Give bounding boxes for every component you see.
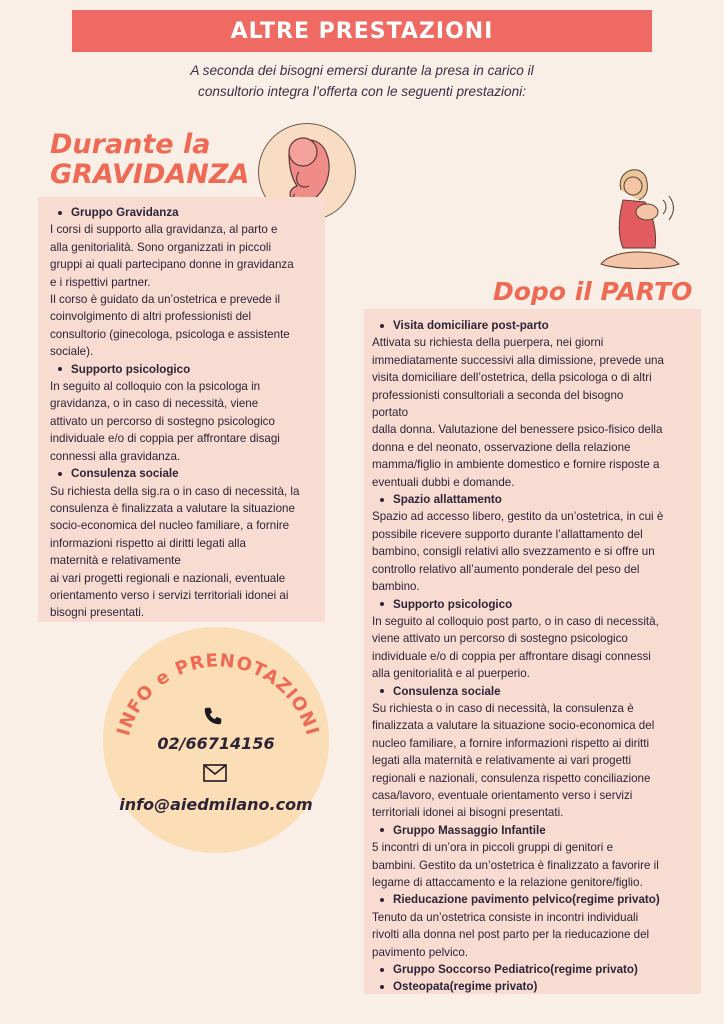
item-heading-text: Gruppo Soccorso Pediatrico (393, 963, 551, 977)
bullet-icon (380, 985, 384, 989)
item-text-line: Su richiesta o in caso di necessità, la consulenza è (372, 701, 634, 715)
bullet-icon (380, 968, 384, 972)
item-text-line: gruppi ai quali partecipano donne in gravidanza (50, 258, 294, 272)
item-heading-text: Rieducazione pavimento pelvico (393, 893, 573, 907)
item-heading-text: Supporto psicologico (71, 362, 191, 376)
item-text-line: Tenuto da un’ostetrica consiste in incontri individuali (372, 910, 639, 924)
item-text-line: attivato un percorso di sostegno psicologico (50, 414, 275, 428)
item-heading (372, 683, 689, 700)
parto-title: Dopo il PARTO (493, 277, 693, 306)
item-text-line: individuale e/o di coppia per affrontare disagi connessi (372, 649, 651, 663)
mail-icon (203, 764, 227, 782)
item-text-line: connessi alla gravidanza. (50, 449, 181, 463)
item-heading (372, 891, 689, 908)
item-text-line: In seguito al colloquio con la psicologa in (50, 380, 261, 394)
item-text-line: donna e del neonato, osservazione della relazione (372, 440, 631, 454)
item-heading (372, 317, 689, 334)
item-heading (372, 978, 689, 995)
item-heading-text: Spazio allattamento (393, 493, 502, 507)
item-text-line: finalizzata a valutare la situazione socio-economica del (372, 719, 655, 733)
item-text-line: bambini. Gestito da un’ostetrica è finalizzato a favorire il (372, 858, 659, 872)
item-text-line: individuale e/o di coppia per affrontare disagi (50, 432, 280, 446)
item-heading-text: Gruppo Massaggio Infantile (393, 823, 546, 837)
item-heading-suffix: (regime privato) (550, 963, 638, 977)
item-text-line: ai vari progetti regionali e nazionali, eventuale (50, 571, 286, 585)
bullet-icon (380, 689, 384, 693)
item-heading (372, 961, 689, 978)
gravidanza-title (50, 130, 249, 190)
gravidanza-title-line1: Durante la (50, 129, 211, 160)
item-text-line: Spazio ad accesso libero, gestito da un’ostetrica, in cui è (372, 510, 664, 524)
item-heading (50, 361, 315, 378)
item-text-line: nucleo familiare, a fornire informazioni rispetto ai diritti (372, 736, 650, 750)
item-text-line: legati alla maternità e relativamente ai vari progetti (372, 754, 632, 768)
item-text-line: alla genitorialità e al puerperio. (372, 667, 530, 681)
item-heading-text: Supporto psicologico (393, 597, 513, 611)
bullet-icon (380, 898, 384, 902)
item-text-line: In seguito al colloquio post parto, o in caso di necessità, (372, 614, 659, 628)
gravidanza-title-line2: GRAVIDANZA (50, 159, 250, 190)
page-title-banner (72, 10, 652, 52)
item-text-line: alla genitorialità. Sono organizzati in piccoli (50, 240, 272, 254)
item-text-line: legame di attaccamento e la relazione genitore/figlio. (372, 876, 643, 889)
bullet-icon (58, 211, 62, 215)
item-text-line: consulenza è finalizzata a valutare la situazione (50, 501, 295, 515)
item-text-line: immediatamente successivi alla dimissione, prevede una (372, 353, 664, 367)
item-text-line: Su richiesta della sig.ra o in caso di necessità, la (50, 484, 300, 498)
page-title: ALTRE PRESTAZIONI (230, 18, 494, 44)
item-text-line: 5 incontri di un’ora in piccoli gruppi di genitori e (372, 841, 614, 855)
phone-icon (202, 705, 224, 727)
item-text-line: bambino, consigli relativi allo svezzamento e si offre un (372, 545, 655, 559)
item-text-line: viene attivato un percorso di sostegno psicologico (372, 632, 628, 646)
bullet-icon (58, 367, 62, 371)
item-text-line: regionali e nazionali, consulenza rispetto conciliazione (372, 771, 651, 785)
item-text-line: gravidanza, o in caso di necessità, viene (50, 397, 259, 411)
item-heading (372, 822, 689, 839)
parto-panel (364, 309, 701, 994)
bullet-icon (58, 472, 62, 476)
gravidanza-panel (38, 197, 325, 622)
item-text-line: territoriali idonei ai bisogni presentati. (372, 806, 564, 820)
item-heading (50, 465, 315, 482)
item-heading-text: Gruppo Gravidanza (71, 206, 179, 219)
item-text-line: e i rispettivi partner. (50, 275, 151, 289)
item-text-line: bambino. (372, 580, 420, 594)
item-text-line: Il corso è guidato da un’ostetrica e prevede il (50, 293, 281, 307)
item-text-line: pavimento pelvico. (372, 945, 469, 959)
item-text-line: controllo relativo all’aumento ponderale del peso del (372, 562, 640, 576)
item-heading-text: Consulenza sociale (71, 467, 179, 481)
item-text-line: dalla donna. Valutazione del benessere psico-fisico della (372, 423, 663, 437)
bullet-icon (380, 602, 384, 606)
item-text-line: visita domiciliare dell’ostetrica, della psicologa o di altri (372, 371, 652, 385)
bullet-icon (380, 324, 384, 328)
item-heading-suffix: (regime privato) (572, 893, 660, 907)
item-text-line: maternità e relativamente (50, 554, 181, 568)
item-text-line: professionisti consultoriali a seconda del bisogno (372, 388, 624, 402)
info-arc-text: INFO e PRENOTAZIONI (113, 650, 323, 739)
bullet-icon (380, 828, 384, 832)
item-text-line: consultorio (ginecologa, psicologa e assistente (50, 327, 290, 341)
item-text-line: eventuali dubbi e domande. (372, 475, 515, 489)
item-heading (372, 491, 689, 508)
intro-line: consultorio integra l’offerta con le seguenti prestazioni: (198, 84, 526, 99)
item-text-line: bisogni presentati. (50, 606, 145, 620)
item-heading (50, 204, 315, 221)
bullet-icon (380, 498, 384, 502)
item-heading-text: Visita domiciliare post-parto (393, 319, 549, 332)
item-heading (372, 596, 689, 613)
item-text-line: rivolti alla donna nel post parto per la rieducazione del (372, 928, 650, 942)
item-text-line: casa/lavoro, eventuale orientamento verso i servizi (372, 788, 633, 802)
item-heading-text: Osteopata (393, 980, 450, 994)
email-link[interactable]: info@aiedmilano.com (119, 795, 313, 814)
mother-baby-icon (593, 160, 683, 275)
intro-line: A seconda dei bisogni emersi durante la presa in carico il (190, 63, 534, 78)
item-text-line: possibile ricevere supporto durante l’allattamento del (372, 527, 643, 541)
item-text-line: orientamento verso i servizi territoriali idonei ai (50, 588, 289, 602)
item-heading-text: Consulenza sociale (393, 684, 501, 698)
intro-text (140, 60, 584, 102)
item-text-line: informazioni rispetto ai diritti legati alla (50, 536, 246, 550)
mother-baby-illustration (593, 160, 683, 275)
item-text-line: I corsi di supporto alla gravidanza, al parto e (50, 223, 278, 237)
item-text-line: Attivata su richiesta della puerpera, nei giorni (372, 336, 604, 350)
item-heading-suffix: (regime privato) (449, 980, 538, 994)
item-text-line: socio-economica del nucleo familiare, a fornire (50, 519, 290, 533)
item-text-line: portato (372, 406, 409, 420)
item-text-line: mamma/figlio in ambiente domestico e fornire risposte a (372, 458, 660, 472)
phone-number[interactable]: 02/66714156 (157, 734, 275, 753)
item-text-line: coinvolgimento di altri professionisti del (50, 310, 252, 324)
item-text-line: sociale). (50, 345, 94, 359)
